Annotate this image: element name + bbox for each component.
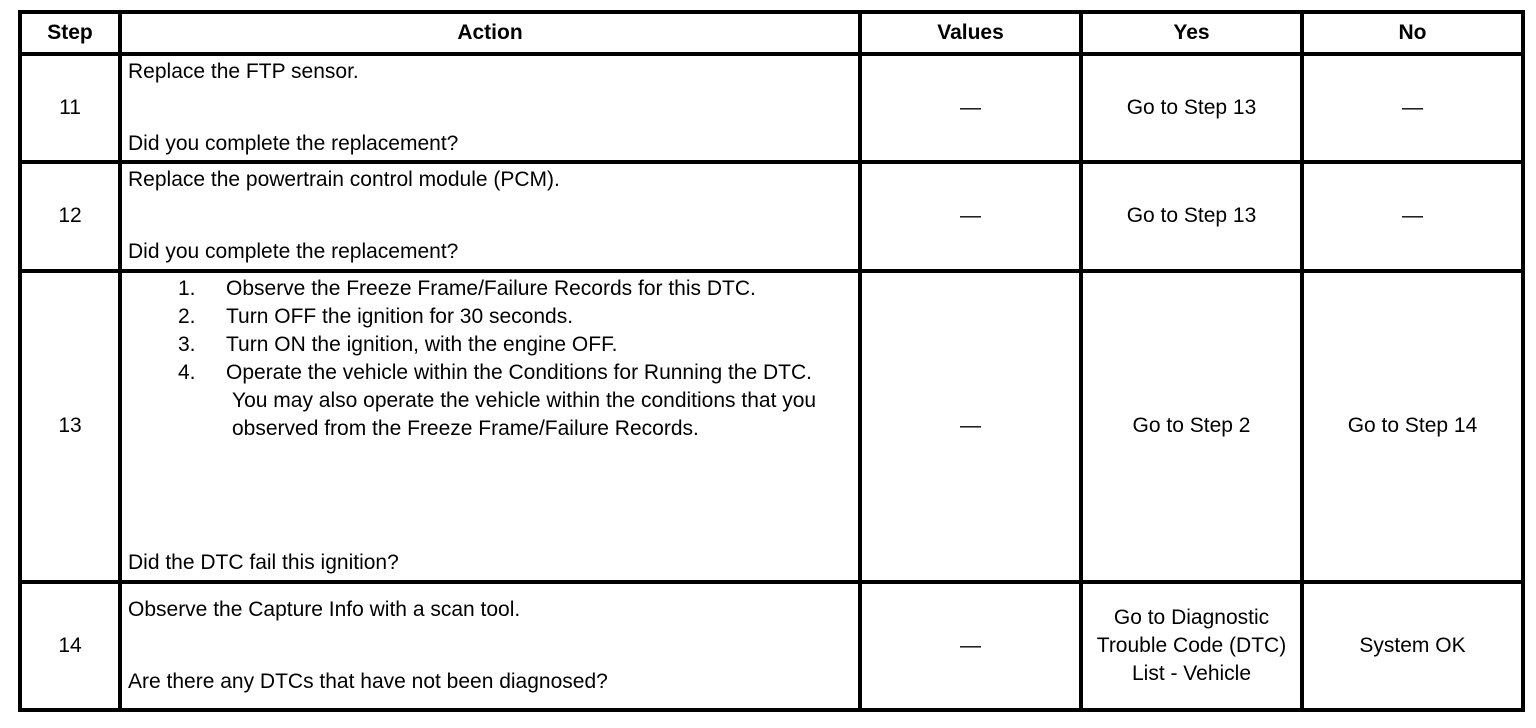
header-row: [20, 12, 1523, 54]
table-row: [20, 582, 1523, 710]
action-cell: [120, 271, 860, 582]
procedure-step: [178, 359, 852, 443]
diagnostic-table: [18, 10, 1525, 712]
action-question: Are there any DTCs that have not been diagnosed?: [128, 669, 608, 693]
header-action: Action: [120, 12, 860, 54]
action-cell: [120, 162, 860, 270]
header-yes: Yes: [1081, 12, 1302, 54]
step-number: 12: [20, 162, 120, 270]
procedure-step: [178, 331, 852, 359]
table-row: [20, 271, 1523, 582]
no-cell: —: [1302, 162, 1523, 270]
values-cell: —: [860, 582, 1081, 710]
procedure-step-text: Operate the vehicle within the Conditions for Running the DTC. You may also operate the vehicle within the conditions that you observed from the Freeze Frame/Failure Records.: [226, 361, 817, 441]
step-number: 14: [20, 582, 120, 710]
action-question: Did you complete the replacement?: [128, 240, 459, 264]
procedure-step: [178, 303, 852, 331]
procedure-step-text: Turn ON the ignition, with the engine OFF.: [226, 333, 618, 357]
table-row: [20, 162, 1523, 270]
yes-cell: Go to Step 2: [1081, 271, 1302, 582]
action-text: Observe the Capture Info with a scan tool.: [128, 597, 521, 621]
no-cell: System OK: [1302, 582, 1523, 710]
values-cell: —: [860, 54, 1081, 162]
procedure-list: [128, 275, 852, 443]
no-cell: —: [1302, 54, 1523, 162]
action-text: Replace the powertrain control module (PCM).: [128, 168, 560, 192]
action-cell: [120, 582, 860, 710]
procedure-step-number: 4.: [178, 361, 196, 385]
values-cell: —: [860, 271, 1081, 582]
action-cell: [120, 54, 860, 162]
procedure-step-number: 3.: [178, 333, 196, 357]
procedure-step-text: Turn OFF the ignition for 30 seconds.: [226, 305, 574, 329]
yes-cell: Go to Diagnostic Trouble Code (DTC) List - Vehicle: [1081, 582, 1302, 710]
action-question: Did the DTC fail this ignition?: [128, 551, 399, 575]
procedure-step: [178, 275, 852, 303]
action-text: Replace the FTP sensor.: [128, 60, 359, 84]
procedure-step-number: 2.: [178, 305, 196, 329]
no-cell: Go to Step 14: [1302, 271, 1523, 582]
yes-cell: Go to Step 13: [1081, 54, 1302, 162]
table-row: [20, 54, 1523, 162]
step-number: 13: [20, 271, 120, 582]
header-values: Values: [860, 12, 1081, 54]
procedure-step-text: Observe the Freeze Frame/Failure Records for this DTC.: [226, 277, 756, 301]
yes-cell: Go to Step 13: [1081, 162, 1302, 270]
action-question: Did you complete the replacement?: [128, 132, 459, 156]
header-step: Step: [20, 12, 120, 54]
values-cell: —: [860, 162, 1081, 270]
header-no: No: [1302, 12, 1523, 54]
procedure-step-number: 1.: [178, 277, 196, 301]
step-number: 11: [20, 54, 120, 162]
